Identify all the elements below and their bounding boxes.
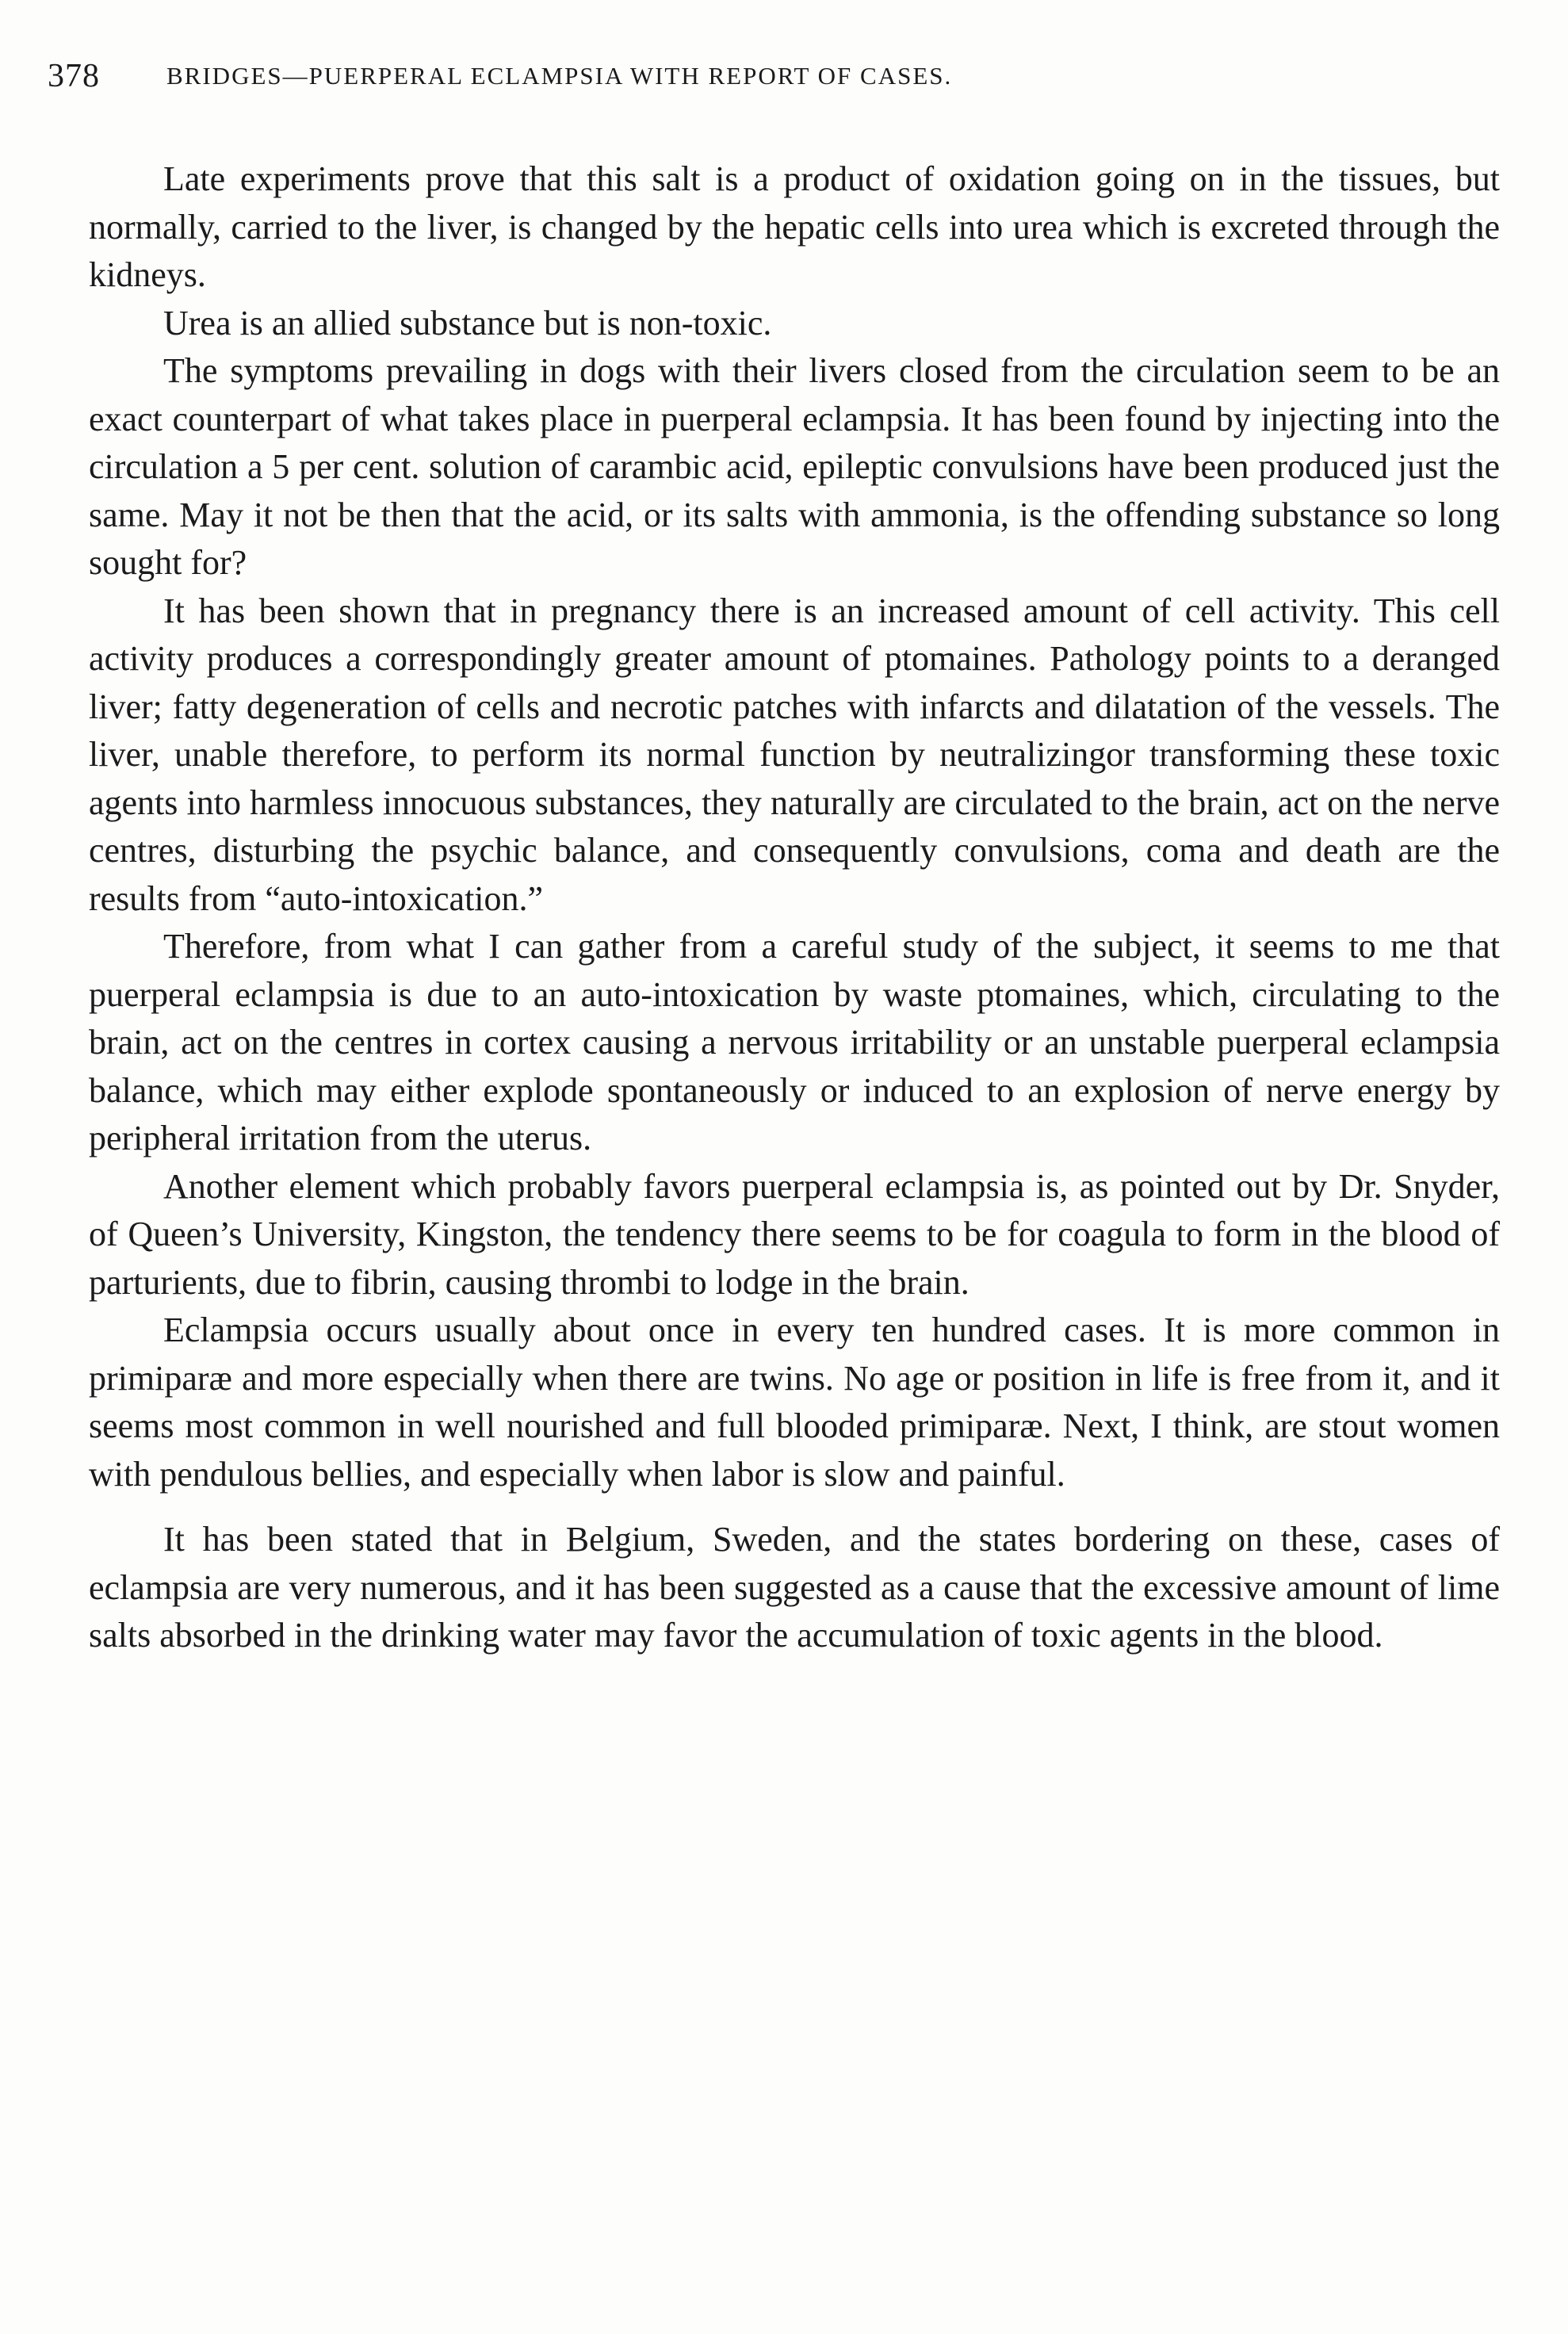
paragraph-coagula: Another element which probably favors puerperal eclampsia is, as pointed out by Dr. Snyder, of Queen’s University, Kingston, the tendency there seems to be for coagula to form in the blood of parturients, due to fibrin, causing thrombi to lodge in the brain. bbox=[89, 1166, 1500, 1302]
paragraph-frequency: Eclampsia occurs usually about once in every ten hundred cases. It is more common in primiparæ and more especially when there are twins. No age or position in life is free from it, and it seems most common in well nourished and full blooded primiparæ. Next, I think, are stout women with pendulous bellies, and especially when labor is slow and painful. bbox=[89, 1310, 1500, 1494]
paragraph-conclusion: Therefore, from what I can gather from a careful study of the subject, it seems to me that puerperal eclampsia is due to an auto-intoxication by waste ptomaines, which, circulating to the brain, act on the centres in cortex causing a nervous irritability or an unstable puerperal eclampsia balance, which may either explode spontaneously or induced to an explosion of nerve energy by peripheral irritation from the uterus. bbox=[89, 927, 1500, 1157]
page-number: 378 bbox=[48, 58, 100, 94]
paragraph-cell-activity: It has been shown that in pregnancy there is an increased amount of cell activity. This cell activity produces a correspondingly greater amount of ptomaines. Pathology points to a deranged liver; fatty degeneration of cells and necrotic patches with infarcts and dilatation of the vessels. The liver, unable therefore, to perform its normal function by neutralizingor transforming these toxic agents into harmless innocuous substances, they naturally are circulated to the brain, act on the nerve centres, disturbing the psychic balance, and consequently convulsions, coma and death are the results from “auto-intoxication.” bbox=[89, 591, 1500, 918]
paragraph-belgium: It has been stated that in Belgium, Sweden, and the states bordering on these, cases of eclampsia are very numerous, and it has been suggested as a cause that the excessive amount of lime salts absorbed in the drinking water may favor the accumulation of toxic agents in the blood. bbox=[89, 1520, 1500, 1655]
paragraph-symptoms: The symptoms prevailing in dogs with their livers closed from the circulation seem to be an exact counterpart of what takes place in puerperal eclampsia. It has been found by injecting into the circulation a 5 per cent. solution of carambic acid, epileptic convulsions have been produced just the same. May it not be then that the acid, or its salts with ammonia, is the offending substance so long sought for? bbox=[89, 351, 1500, 582]
body-text bbox=[89, 155, 1500, 1660]
running-head: BRIDGES—PUERPERAL ECLAMPSIA WITH REPORT OF CASES. bbox=[166, 62, 953, 90]
page-header bbox=[48, 57, 1490, 105]
paragraph-urea: Urea is an allied substance but is non-toxic. bbox=[163, 303, 772, 342]
paragraph-oxidation: Late experiments prove that this salt is a product of oxidation going on in the tissues, but normally, carried to the liver, is changed by the hepatic cells into urea which is excreted through the kidneys. bbox=[89, 159, 1500, 294]
